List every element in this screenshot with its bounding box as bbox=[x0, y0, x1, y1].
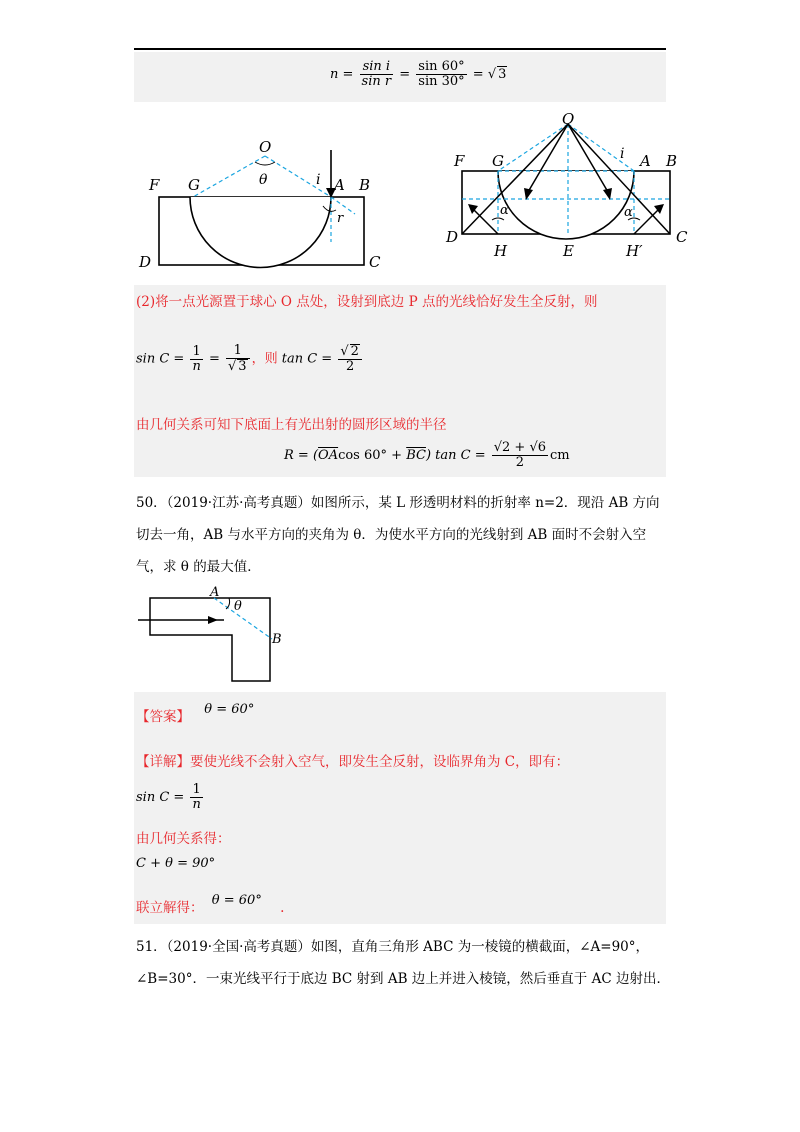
sum-equation: C + θ = 90° bbox=[136, 856, 216, 871]
geo-get-text: 由几何关系得： bbox=[136, 831, 231, 847]
fig3-label-b: B bbox=[272, 632, 282, 647]
l-shape-figure bbox=[134, 585, 282, 685]
fig2-label-d: D bbox=[446, 228, 459, 246]
fig2-label-e: E bbox=[563, 242, 574, 260]
fig1-label-g: G bbox=[188, 176, 200, 194]
fig1-label-theta: θ bbox=[259, 172, 268, 188]
fig1-label-o: O bbox=[259, 138, 272, 156]
fig1-label-c: C bbox=[369, 253, 381, 271]
fig2-label-c: C bbox=[676, 228, 688, 246]
sinC-equation-2: sin C = $\frac{1}{n}$ bbox=[136, 782, 201, 812]
answer-block bbox=[134, 692, 666, 924]
geo-radius-text: 由几何关系可知下底面上有光出射的圆形区域的半径 bbox=[136, 417, 447, 433]
refraction-index-equation: n = $\frac{\text{sin i}}{\text{sin r}}$ = $\frac{\sin 60^\circ}{\sin 30^\circ}$ = √ 3 bbox=[330, 59, 507, 89]
fig2-label-h: H bbox=[494, 242, 508, 260]
part2-text: (2)将一点光源置于球心 O 点处，设射到底边 P 点的光线恰好发生全反射，则 bbox=[136, 294, 598, 310]
fig2-label-i: i bbox=[620, 146, 625, 162]
hemisphere-figure-left bbox=[135, 130, 385, 275]
fig1-label-i: i bbox=[316, 172, 321, 188]
fig2-label-f: F bbox=[454, 152, 465, 170]
fig2-label-o: O bbox=[562, 110, 575, 128]
q50-line3: 气，求 θ 的最大值． bbox=[136, 559, 261, 575]
fig2-label-b: B bbox=[666, 152, 678, 170]
q50-line1: 50．（2019·江苏·高考真题）如图所示，某 L 形透明材料的折射率 n=2．现沿 AB 方向 bbox=[136, 495, 660, 511]
q50-line2: 切去一角，AB 与水平方向的夹角为 θ．为使水平方向的光线射到 AB 面时不会射入空 bbox=[136, 527, 647, 543]
answer-line: 【答案】 θ = 60° bbox=[136, 702, 255, 725]
header-rule bbox=[134, 48, 666, 50]
fig3-label-theta: θ bbox=[234, 599, 242, 614]
q51-line2: ∠B=30°．一束光线平行于底边 BC 射到 AB 边上并进入棱镜，然后垂直于 AC 边射出． bbox=[136, 971, 670, 987]
fig2-label-alpha-left: α bbox=[500, 203, 509, 218]
sinC-tanC-equation: sin C = $\frac{1}{n}$ = $\frac{1}{√ 3}$ ，则 tan C = $\frac{√ 2}{2}$ bbox=[136, 344, 364, 374]
q51-line1: 51．（2019·全国·高考真题）如图，直角三角形 ABC 为一棱镜的横截面，∠A=90°， bbox=[136, 939, 649, 955]
fig2-label-alpha-right: α bbox=[624, 205, 633, 220]
hemisphere-figure-right bbox=[440, 110, 695, 265]
fig1-label-r: r bbox=[337, 211, 344, 226]
fig2-label-a: A bbox=[640, 152, 651, 170]
fig1-label-f: F bbox=[149, 176, 160, 194]
joint-solution-line: 联立解得： θ = 60° . bbox=[136, 893, 285, 916]
fig1-label-d: D bbox=[139, 253, 152, 271]
fig3-label-a: A bbox=[210, 585, 220, 600]
fig2-label-h-prime: H′ bbox=[626, 242, 643, 260]
detail-line: 【详解】要使光线不会射入空气，即发生全反射，设临界角为 C，即有： bbox=[136, 754, 570, 770]
fig1-label-a: A bbox=[334, 176, 345, 194]
fig2-label-g: G bbox=[492, 152, 504, 170]
radius-equation: $R = (\overline{OA}\cos$ $60^\circ + \overline{BC}$) tan C = $\frac{√2 + √6}{2}$ cm bbox=[284, 440, 570, 470]
fig1-label-b: B bbox=[359, 176, 371, 194]
